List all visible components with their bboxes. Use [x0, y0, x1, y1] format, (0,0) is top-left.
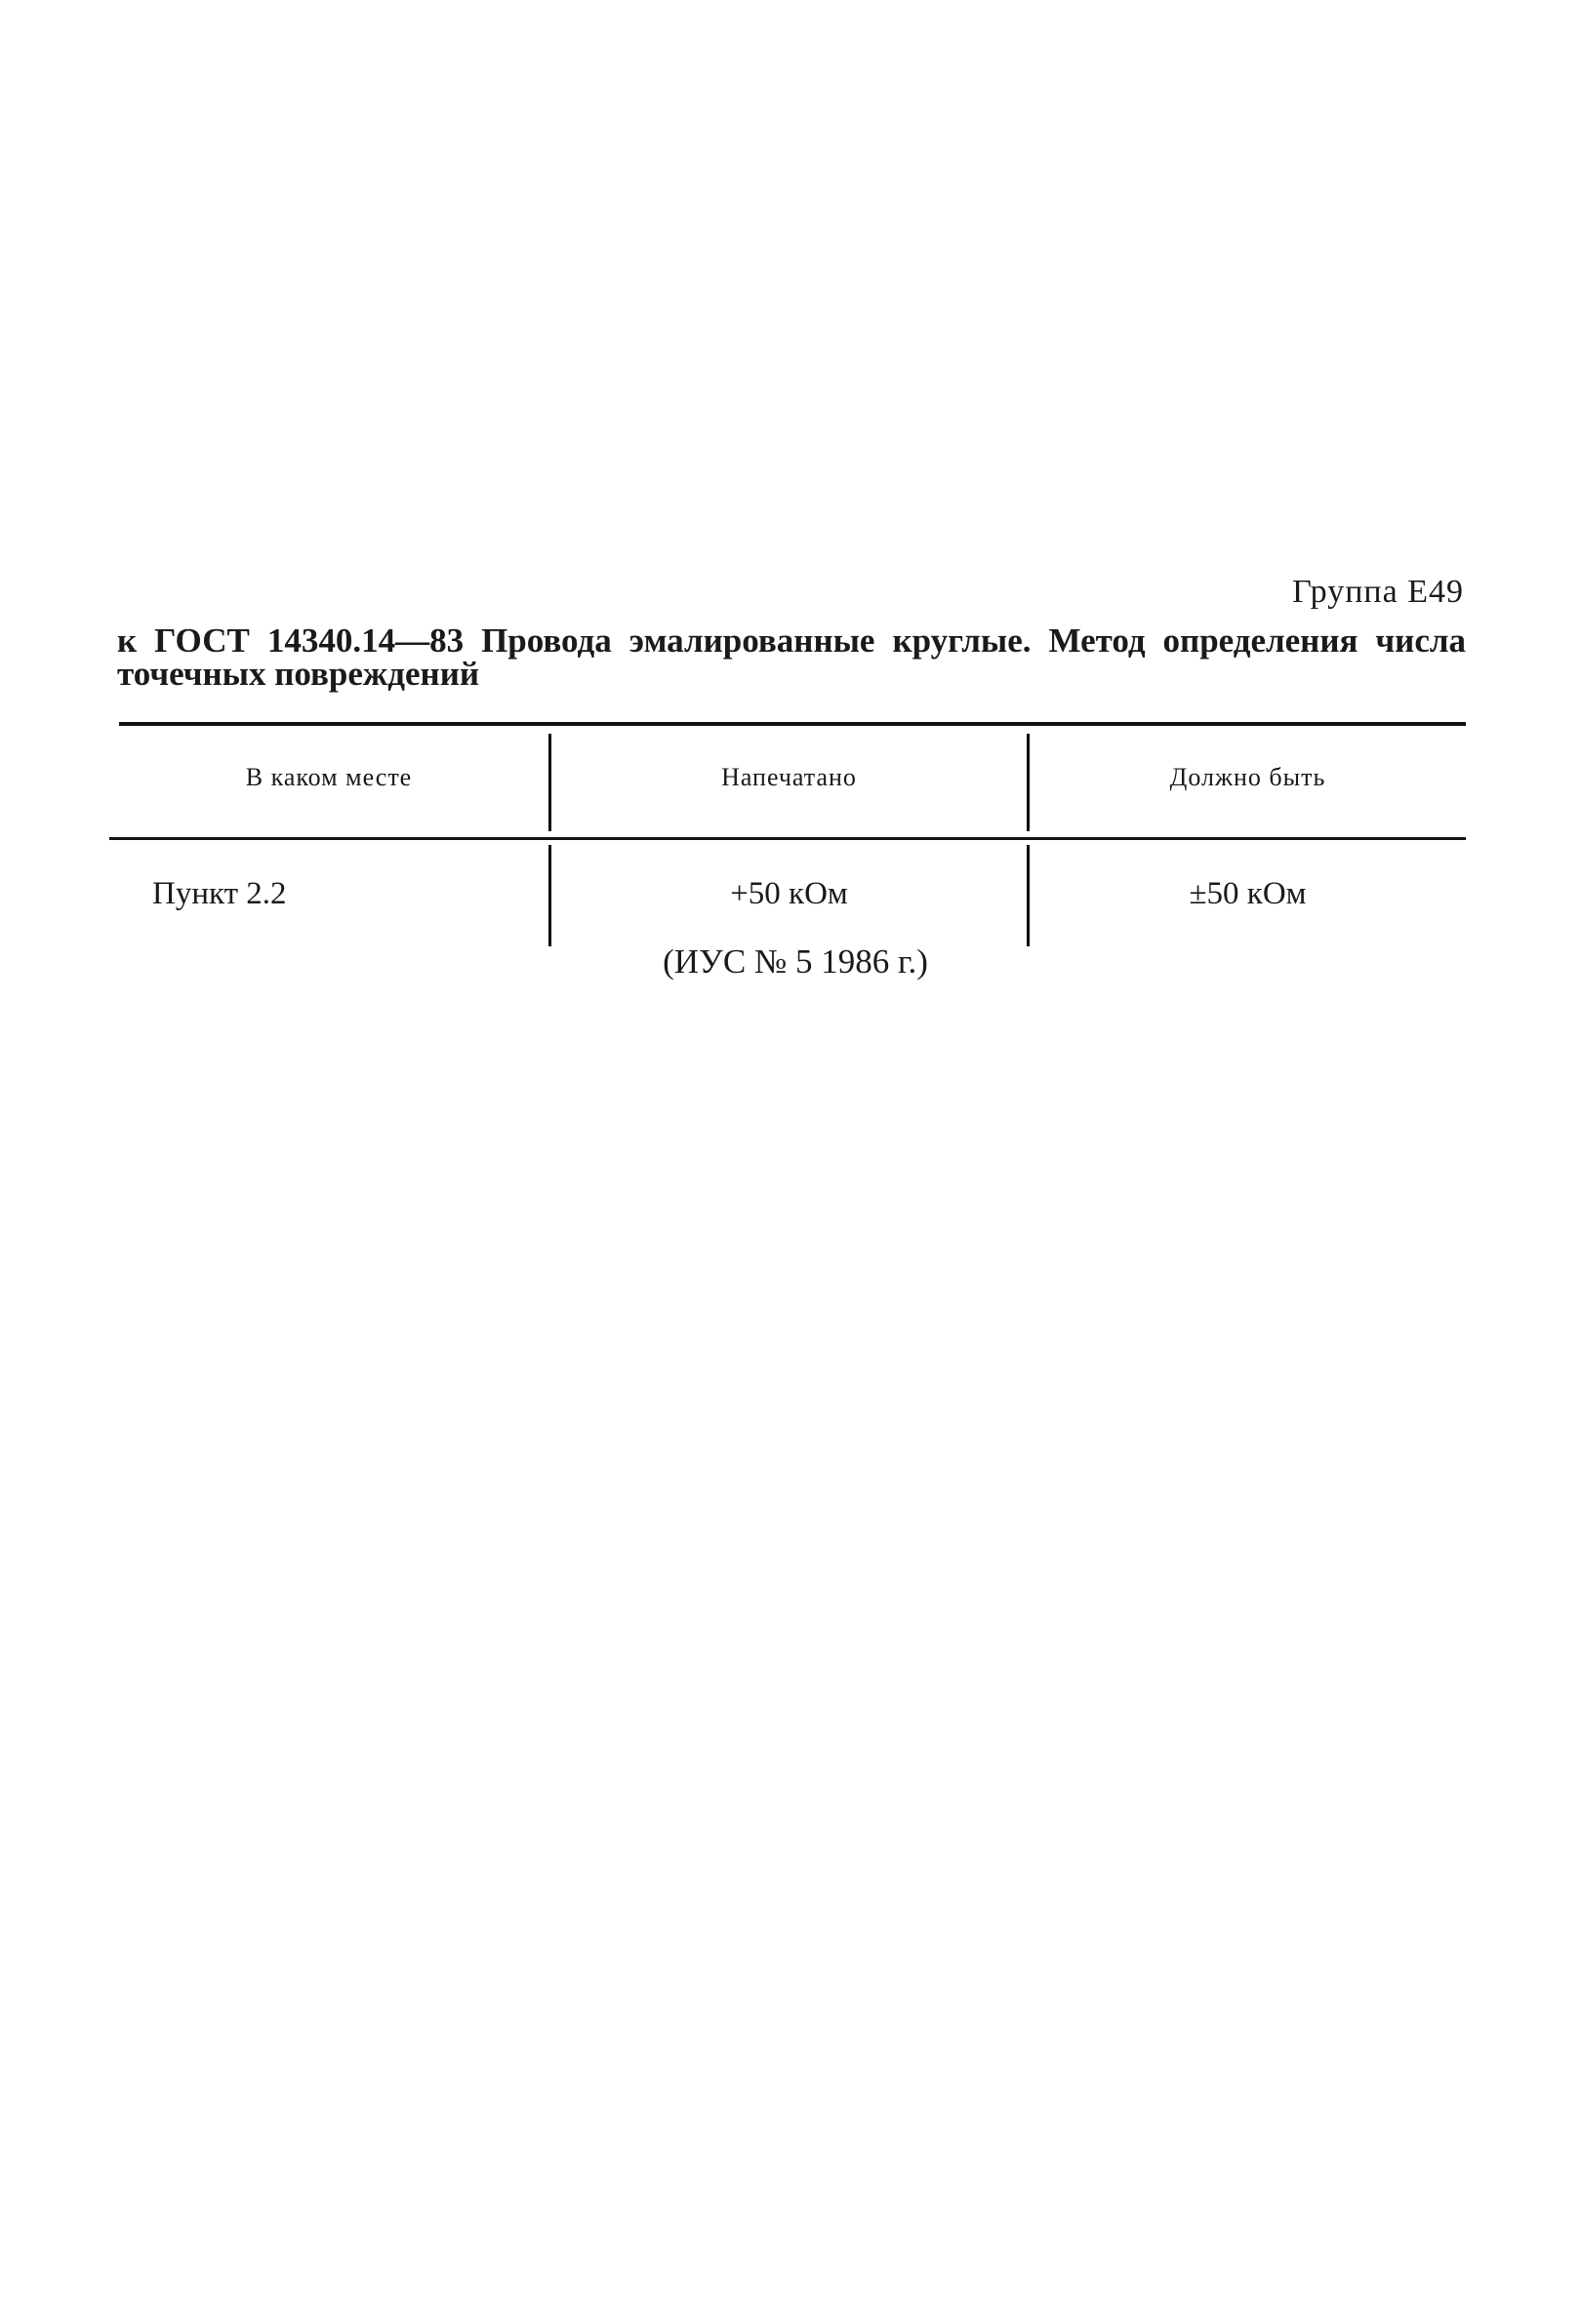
- document-title: к ГОСТ 14340.14—83 Провода эмалированные круглые. Метод определения числа точечных повреждений: [117, 621, 1466, 693]
- column-header-should-be: Должно быть: [1169, 763, 1326, 791]
- cell-printed: +50 кОм: [730, 876, 848, 911]
- column-header-location: В каком месте: [245, 763, 413, 791]
- table-header-rule: [109, 837, 1466, 840]
- source-note: (ИУС № 5 1986 г.): [663, 942, 928, 981]
- cell-location: Пункт 2.2: [152, 876, 287, 911]
- group-label: Группа Е49: [1292, 574, 1464, 610]
- table-top-rule: [119, 722, 1466, 726]
- cell-should-be: ±50 кОм: [1189, 876, 1307, 911]
- corrections-table: [109, 722, 1466, 956]
- column-header-printed: Напечатано: [721, 763, 857, 791]
